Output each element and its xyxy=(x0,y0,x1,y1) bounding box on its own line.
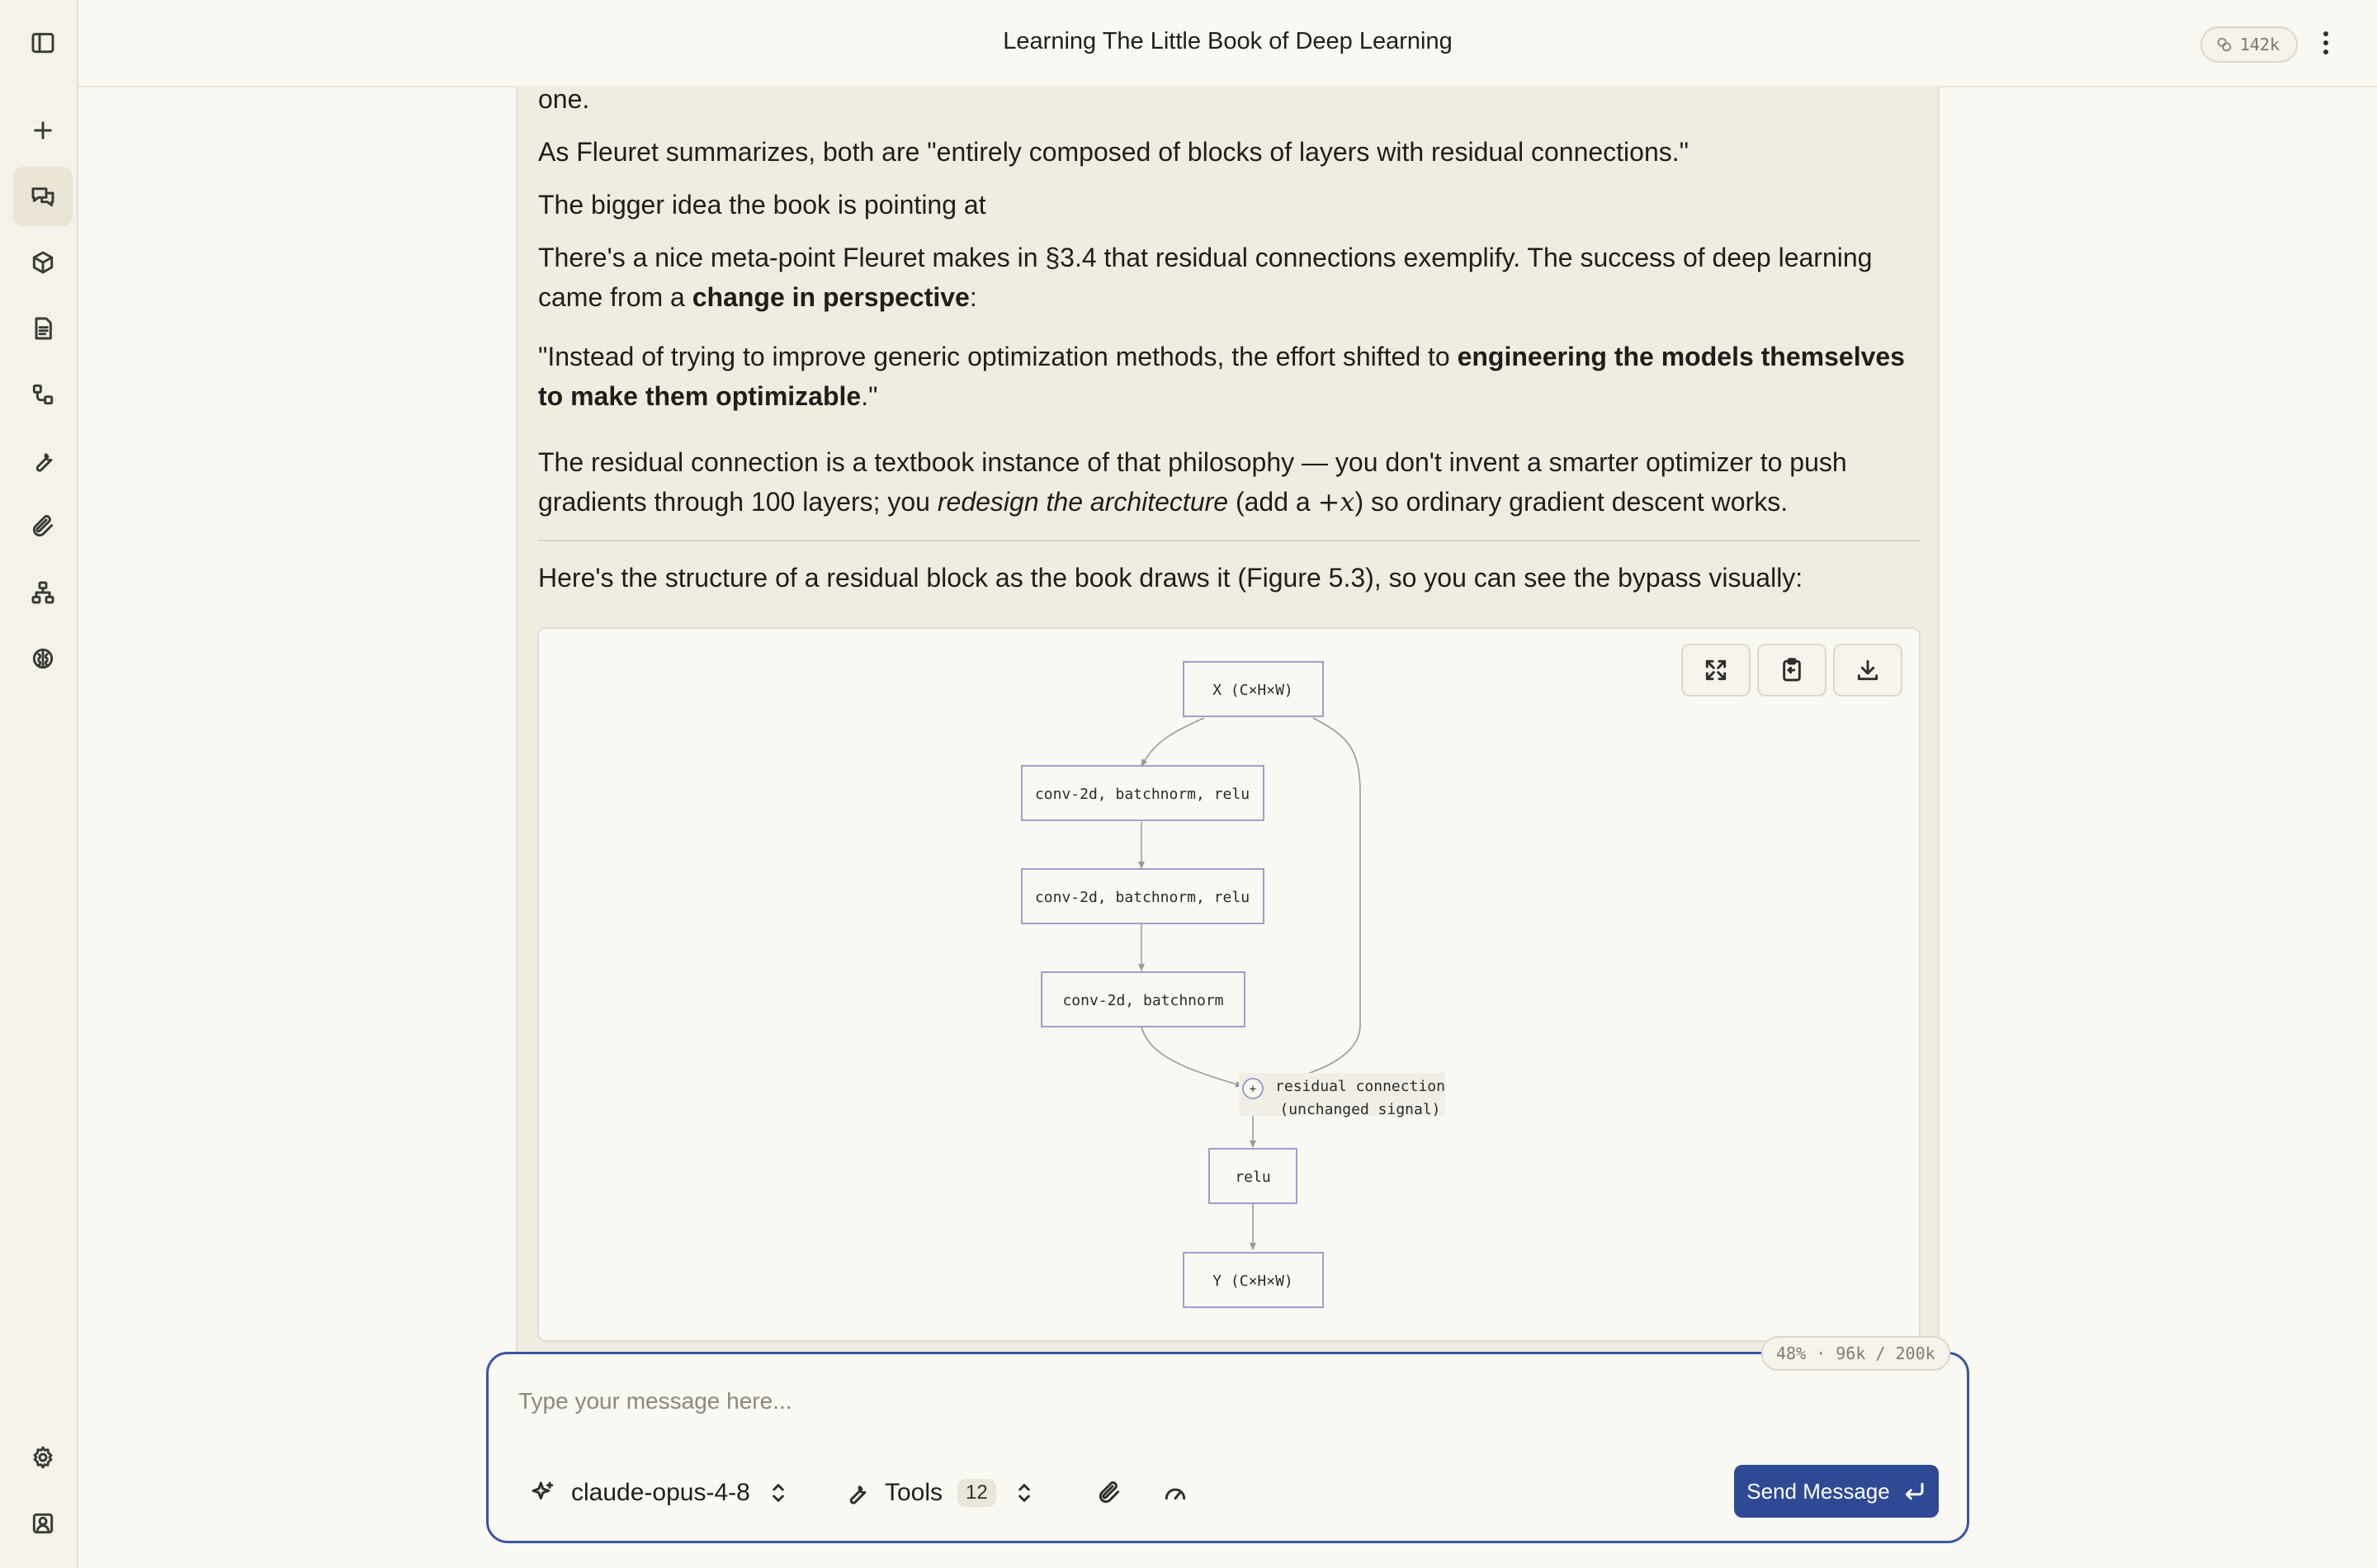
paragraph: There's a nice meta-point Fleuret makes in §3.4 that residual connections exemplify. The success of deep learning came from a change in perspective: xyxy=(538,243,1873,312)
chevron-updown-icon xyxy=(765,1480,792,1506)
wrench-icon xyxy=(844,1480,870,1506)
paragraph: Here's the structure of a residual block as the book draws it (Figure 5.3), so you can see the bypass visually: xyxy=(538,563,1803,593)
residual-block-diagram xyxy=(539,629,1919,1340)
edge xyxy=(1141,718,1204,766)
token-count: 142k xyxy=(2239,35,2280,54)
token-icon xyxy=(2215,35,2233,54)
send-label: Send Message xyxy=(1746,1478,1890,1504)
header xyxy=(78,0,2377,87)
gear-icon[interactable] xyxy=(13,1428,73,1487)
sparkle-icon xyxy=(530,1480,556,1506)
edge xyxy=(1141,1027,1242,1086)
divider xyxy=(538,540,1921,541)
node-relu-label: relu xyxy=(1235,1169,1271,1186)
enter-icon xyxy=(1902,1479,1926,1504)
node-conv1-label: conv-2d, batchnorm, relu xyxy=(1034,786,1250,803)
node-conv2-label: conv-2d, batchnorm, relu xyxy=(1034,889,1250,906)
send-message-button[interactable] xyxy=(1734,1465,1939,1518)
workflow-icon[interactable] xyxy=(13,365,73,424)
paragraph: The residual connection is a textbook instance of that philosophy — you don't invent a smarter optimizer to push gradients through 100 layers; you redesign the architecture (add a +x) so ordinary gradient descent works. xyxy=(538,447,1847,517)
node-output-label: Y (C×H×W) xyxy=(1212,1273,1293,1290)
profile-icon[interactable] xyxy=(13,1494,73,1553)
section-heading: The bigger idea the book is pointing at xyxy=(538,190,986,220)
context-usage-badge: 48% · 96k / 200k xyxy=(1761,1336,1950,1371)
hierarchy-icon[interactable] xyxy=(13,563,73,622)
paperclip-icon xyxy=(1096,1480,1122,1506)
tools-label: Tools xyxy=(885,1479,943,1506)
edge-label: (unchanged signal) xyxy=(1279,1101,1441,1118)
more-options-icon[interactable] xyxy=(2316,25,2336,61)
residual-edge xyxy=(1264,718,1360,1086)
tools-selector[interactable] xyxy=(844,1470,1037,1516)
cube-icon[interactable] xyxy=(13,233,73,292)
paperclip-icon[interactable] xyxy=(13,497,73,556)
wrench-icon[interactable] xyxy=(13,431,73,490)
page-title: Learning The Little Book of Deep Learning xyxy=(1003,28,1453,54)
assistant-message xyxy=(516,86,1940,1353)
attach-button[interactable] xyxy=(1096,1470,1122,1516)
paragraph: As Fleuret summarizes, both are "entirely composed of blocks of layers with residual connections." xyxy=(538,137,1689,167)
model-name: claude-opus-4-8 xyxy=(571,1479,750,1506)
brain-icon[interactable] xyxy=(13,629,73,688)
plus-icon[interactable] xyxy=(13,101,73,160)
token-count-badge[interactable] xyxy=(2200,26,2298,63)
document-icon[interactable] xyxy=(13,299,73,358)
sidebar xyxy=(0,0,78,1568)
edge-label: residual connection xyxy=(1275,1078,1445,1095)
node-conv3-label: conv-2d, batchnorm xyxy=(1062,992,1224,1009)
speed-button[interactable] xyxy=(1162,1470,1188,1516)
panel-toggle-icon[interactable] xyxy=(13,13,73,73)
diagram-card xyxy=(537,627,1921,1342)
message-input[interactable] xyxy=(517,1376,1758,1427)
node-input-label: X (C×H×W) xyxy=(1212,682,1293,699)
paragraph: one. xyxy=(538,86,590,114)
model-selector[interactable] xyxy=(530,1470,792,1516)
gauge-icon xyxy=(1162,1480,1188,1506)
math-expression: +x xyxy=(1317,486,1355,517)
node-add-label: + xyxy=(1249,1083,1257,1096)
chats-icon[interactable] xyxy=(13,167,73,226)
message-composer xyxy=(486,1344,1969,1543)
tools-count-badge: 12 xyxy=(957,1479,996,1507)
chevron-updown-icon xyxy=(1011,1480,1037,1506)
quote-paragraph: "Instead of trying to improve generic optimization methods, the effort shifted to engineering the models themselves to make them optimizable." xyxy=(538,342,1905,411)
